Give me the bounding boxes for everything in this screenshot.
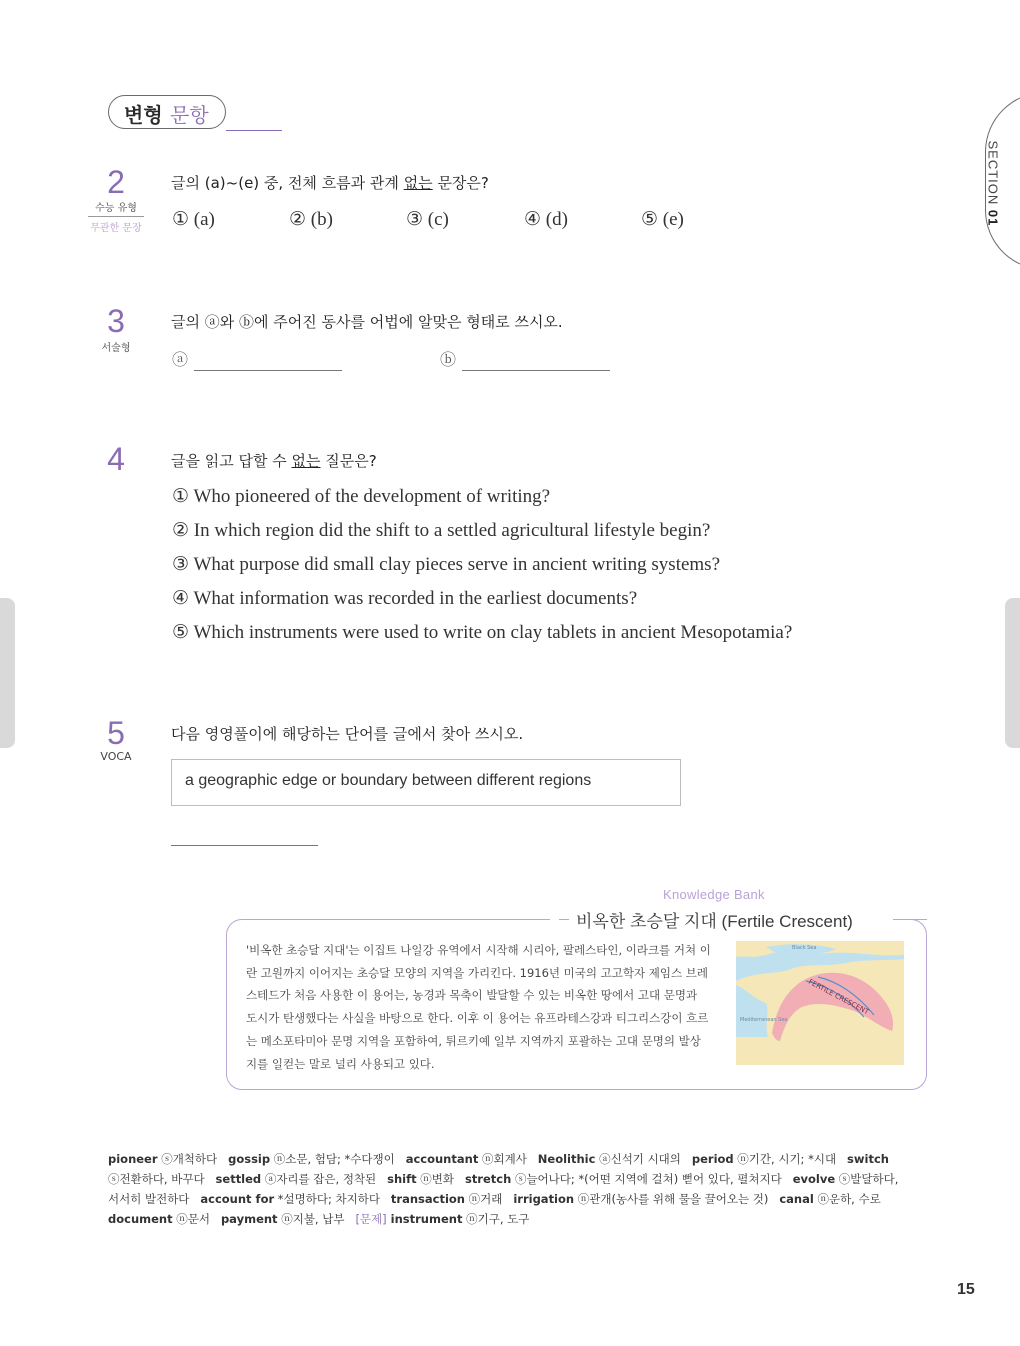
vocab-word: switch <box>847 1152 889 1166</box>
vocab-word: transaction <box>390 1192 465 1206</box>
vocab-line <box>108 1169 938 1189</box>
q3-question: 글의 ⓐ와 ⓑ에 주어진 동사를 어법에 알맞은 형태로 쓰시오. <box>171 313 563 331</box>
q5-definition: a geographic edge or boundary between different regions <box>185 772 592 789</box>
vocab-word: document <box>108 1212 173 1226</box>
vocab-definition: ⓢ개척하다 <box>157 1152 229 1166</box>
vocab-line <box>108 1149 938 1169</box>
q3-blank-b-label: ⓑ <box>440 352 457 369</box>
vocab-definition: ⓝ관개(농사를 위해 물을 끌어오는 것) <box>574 1192 780 1206</box>
q2-question: 글의 (a)~(e) 중, 전체 흐름과 관계 없는 문장은? <box>171 174 489 192</box>
vocab-word: settled <box>215 1172 262 1186</box>
q4-option-3[interactable]: ③ What purpose did small clay pieces serve in ancient writing systems? <box>172 554 721 575</box>
q3-blank-a-label: ⓐ <box>172 352 189 369</box>
vocab-definition: ⓐ자리를 잡은, 정착된 <box>261 1172 388 1186</box>
q5-answer-blank[interactable] <box>171 845 318 846</box>
q2-number: 2 <box>107 164 125 200</box>
vocab-definition: 서서히 발전하다 <box>108 1192 201 1206</box>
map-label: FERTILE CRESCENT <box>807 977 871 1017</box>
vocab-definition: ⓢ전환하다, 바꾸다 <box>108 1172 216 1186</box>
vocab-word: irrigation <box>513 1192 575 1206</box>
vocab-definition: ⓝ거래 <box>465 1192 514 1206</box>
q4-option-5[interactable]: ⑤ Which instruments were used to write on clay tablets in ancient Mesopotamia? <box>172 622 793 643</box>
map-sea-top: Black Sea <box>792 945 817 951</box>
vocab-word: payment <box>220 1212 278 1226</box>
vocab-word: canal <box>779 1192 814 1206</box>
q5-number: 5 <box>107 715 125 751</box>
q2-option-5[interactable]: ⑤ (e) <box>641 209 684 230</box>
q2-tag-subtype: 무관한 문장 <box>90 223 142 234</box>
vocab-definition: ⓢ발달하다, <box>835 1172 899 1186</box>
vocab-word: shift <box>387 1172 417 1186</box>
vocab-definition: ⓝ지불, 납부 <box>277 1212 356 1226</box>
vocab-definition: ⓝ기간, 시기; *시대 <box>733 1152 848 1166</box>
q5-tag: VOCA <box>100 750 132 763</box>
vocab-word: instrument <box>386 1212 463 1226</box>
vocab-word: account for <box>200 1192 275 1206</box>
fertile-crescent-map <box>736 941 904 1065</box>
vocab-definition: ⓝ변화 <box>416 1172 465 1186</box>
q5-question: 다음 영영풀이에 해당하는 단어를 글에서 찾아 쓰시오. <box>171 725 524 743</box>
knowledge-bank-label: Knowledge Bank <box>663 887 765 902</box>
q4-number: 4 <box>107 441 125 477</box>
vocab-line <box>108 1209 938 1229</box>
section-tab-label: SECTION 01 <box>985 140 1001 227</box>
vocab-word: period <box>691 1152 734 1166</box>
vocab-line <box>108 1189 938 1209</box>
vocab-word: gossip <box>228 1152 271 1166</box>
q2-option-3[interactable]: ③ (c) <box>406 209 449 230</box>
header-label-light: 문항 <box>170 103 209 127</box>
q3-number: 3 <box>107 303 125 339</box>
q4-option-2[interactable]: ② In which region did the shift to a settled agricultural lifestyle begin? <box>172 520 711 541</box>
vocab-definition: ⓢ늘어나다; *(어떤 지역에 걸쳐) 뻗어 있다, 펼쳐지다 <box>511 1172 793 1186</box>
header-underline <box>226 130 282 131</box>
q3-blank-b[interactable] <box>462 370 610 371</box>
side-tab-left <box>0 598 15 748</box>
page-number: 15 <box>957 1281 975 1298</box>
vocab-word: stretch <box>464 1172 512 1186</box>
knowledge-bank-text: '비옥한 초승달 지대'는 이집트 나일강 유역에서 시작해 시리아, 팔레스타인, 이라크를 거쳐 이 란 고원까지 이어지는 초승달 모양의 지역을 가리킨다. 1916년 미국의 고고학자 제임스 브레 스테드가 처음 사용한 이 용어는, 농경과 목축이 발달할 수 있는 비옥한 땅에서 고대 문명과 도시가 탄생했다는 사실을 바탕으로 한다. 이후 이 용어는 유프라테스강과 티그리스강이 흐르 는 메소포타미아 문명 지역을 포함하여, 튀르키예 일부 지역까지 포괄하는 고대 문명의 발상 지를 일컫는 말로 널리 사용되고 있다. <box>246 943 711 1071</box>
q4-option-1[interactable]: ① Who pioneered of the development of writing? <box>172 486 551 507</box>
header-label-bold: 변형 <box>124 103 163 127</box>
vocab-definition: ⓝ소문, 험담; *수다쟁이 <box>270 1152 406 1166</box>
q2-option-2[interactable]: ② (b) <box>289 209 333 230</box>
q2-option-1[interactable]: ① (a) <box>172 209 215 230</box>
vocab-definition: ⓝ문서 <box>172 1212 221 1226</box>
side-tab-right <box>1005 598 1020 748</box>
vocab-definition: ⓝ운하, 수로 <box>813 1192 881 1206</box>
vocab-definition: ⓝ회계사 <box>478 1152 538 1166</box>
q3-tag: 서술형 <box>101 343 131 354</box>
q4-option-4[interactable]: ④ What information was recorded in the earliest documents? <box>172 588 638 609</box>
q2-tag-type: 수능 유형 <box>88 199 144 217</box>
map-sea-left: Mediterranean Sea <box>740 1017 788 1023</box>
vocab-definition: ⓝ기구, 도구 <box>462 1212 530 1226</box>
vocab-word: Neolithic <box>537 1152 596 1166</box>
vocab-word: pioneer <box>108 1152 158 1166</box>
knowledge-bank-title: 비옥한 초승달 지대 (Fertile Crescent) <box>576 912 853 931</box>
vocab-problem-tag: [문제] <box>355 1212 387 1226</box>
q2-option-4[interactable]: ④ (d) <box>524 209 568 230</box>
vocab-word: accountant <box>405 1152 479 1166</box>
vocab-word: evolve <box>792 1172 836 1186</box>
q4-question: 글을 읽고 답할 수 없는 질문은? <box>171 452 377 470</box>
q3-blank-a[interactable] <box>194 370 342 371</box>
vocabulary-list <box>108 1149 938 1229</box>
vocab-definition: *설명하다; 차지하다 <box>274 1192 391 1206</box>
vocab-definition: ⓐ신석기 시대의 <box>595 1152 692 1166</box>
